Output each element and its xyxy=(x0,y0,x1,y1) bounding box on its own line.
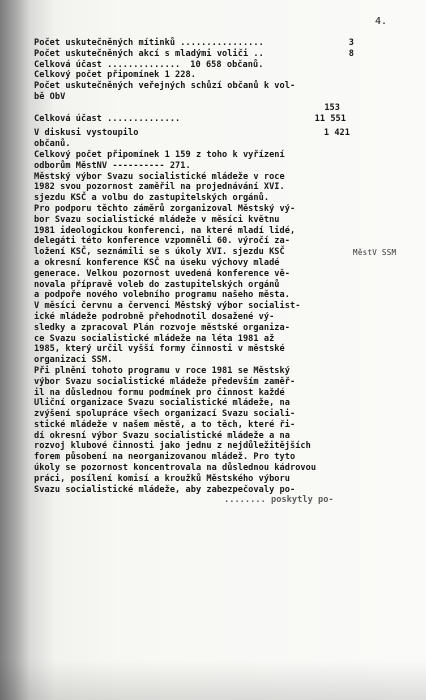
text-line: bor Svazu socialistické mládeže v měsíci květnu xyxy=(34,214,280,225)
text-line: stické mládeže v našem městě, a to těch, které ři- xyxy=(34,419,296,430)
stat-row xyxy=(34,60,354,71)
text-line: Celkový počet připomínek 1 159 z toho k vyřízení xyxy=(34,149,285,160)
stat-row xyxy=(34,128,354,139)
stat-value: 10 658 občanů. xyxy=(190,59,264,70)
margin-note: MěstV SSM xyxy=(353,248,397,257)
text-line: V diskusi vystoupilo xyxy=(34,128,139,139)
stat-value: 8 xyxy=(348,48,354,59)
text-line: práci, posílení komisí a kroužků Městského výboru xyxy=(34,473,290,484)
text-line: generace. Velkou pozornost uvedená konference vě- xyxy=(34,268,290,279)
stat-label: Celková účast .............. xyxy=(34,59,181,70)
stat-value: 1 421 xyxy=(323,128,350,139)
text-line: dí okresní výbor Svazu socialistické mládeže a na xyxy=(34,430,290,441)
stat-label: Počet uskutečněných mítinků ................ xyxy=(34,38,264,48)
text-line: výbor Svazu socialistické mládeže především zaměř- xyxy=(34,376,296,387)
text-line: organizaci SSM. xyxy=(34,355,113,366)
text-line: úkoly se pozornost koncentrovala na důslednou kádrovou xyxy=(34,463,317,474)
text-line: Svazu socialistické mládeže, aby zabezpečovaly po- xyxy=(34,484,296,495)
text-line: 1985, který určil vyšší formy činnosti v městské xyxy=(34,344,285,355)
text-line: občanů. xyxy=(34,139,71,150)
stat-row xyxy=(34,38,354,49)
text-line: il na důslednou formu podmínek pro činnost každé xyxy=(34,387,285,398)
text-line: V měsíci červnu a červenci Městský výbor socialist- xyxy=(34,301,301,312)
text-line: a podpoře nového volebního programu našeho města. xyxy=(34,290,290,301)
text-line: 1981 ideologickou konferenci, na které mladí lidé, xyxy=(34,225,296,236)
text-line: forem působení na neorganizovanou mládež. Pro tyto xyxy=(34,452,296,463)
footer-fragment: ........ poskytly po- xyxy=(224,495,334,506)
text-line: 1982 svou pozornost zaměřil na projednávání XVI. xyxy=(34,182,285,193)
stat-value: 153 xyxy=(324,102,340,113)
text-line: Při plnění tohoto programu v roce 1981 se Městský xyxy=(34,365,290,376)
text-line: sledky a zpracoval Plán rozvoje městské organiza- xyxy=(34,322,290,333)
stat-row xyxy=(34,114,354,125)
stat-label: Celková účast .............. xyxy=(34,113,181,124)
stat-value: 3 xyxy=(348,38,354,48)
text-line: sjezdu KSČ a volbu do zastupitelských orgánů. xyxy=(34,193,270,204)
body-paragraphs xyxy=(34,172,354,507)
text-line: a okresní konference KSČ na úseku výchovy mladé xyxy=(34,257,280,268)
text-line: bě ObV xyxy=(34,91,66,102)
text-line: ické mládeže podrobně přehodnotil dosažené vý- xyxy=(34,311,275,322)
scan-shadow xyxy=(0,660,426,700)
stat-row xyxy=(34,103,354,114)
text-line: novala přípravě voleb do zastupitelských orgánů xyxy=(34,279,280,290)
stat-value: 11 551 xyxy=(314,113,346,124)
text-line: Městský výbor Svazu socialistické mládeže v roce xyxy=(34,171,285,182)
text-line: ce Svazu socialistické mládeže na léta 1981 až xyxy=(34,333,275,344)
text-line: rozvoj klubové činnosti jako jednu z nejdůležitějších xyxy=(34,441,311,452)
text-line: ložení KSČ, seznámili se s úkoly XVI. sjezdu KSČ xyxy=(34,247,285,258)
page-number: 4. xyxy=(375,16,388,27)
text-line: delegáti této konference vzpomněli 60. výročí za- xyxy=(34,236,290,247)
document-body xyxy=(34,38,354,506)
text-line: Uliční organizace Svazu socialistické mládeže, na xyxy=(34,398,290,409)
text-line: zvýšení spolupráce všech organizací Svazu sociali- xyxy=(34,409,296,420)
text-line: Pro podporu těchto záměrů zorganizoval Městský vý- xyxy=(34,203,296,214)
stat-label: Počet uskutečněných akcí s mladými voliči .. xyxy=(34,48,264,59)
stat-row xyxy=(34,49,354,60)
text-line: Celkový počet připomínek 1 228. xyxy=(34,70,196,81)
text-line: Počet uskutečněných veřejných schůzí občanů k vol- xyxy=(34,81,296,92)
text-line: odborům MěstNV ---------- 271. xyxy=(34,160,191,171)
